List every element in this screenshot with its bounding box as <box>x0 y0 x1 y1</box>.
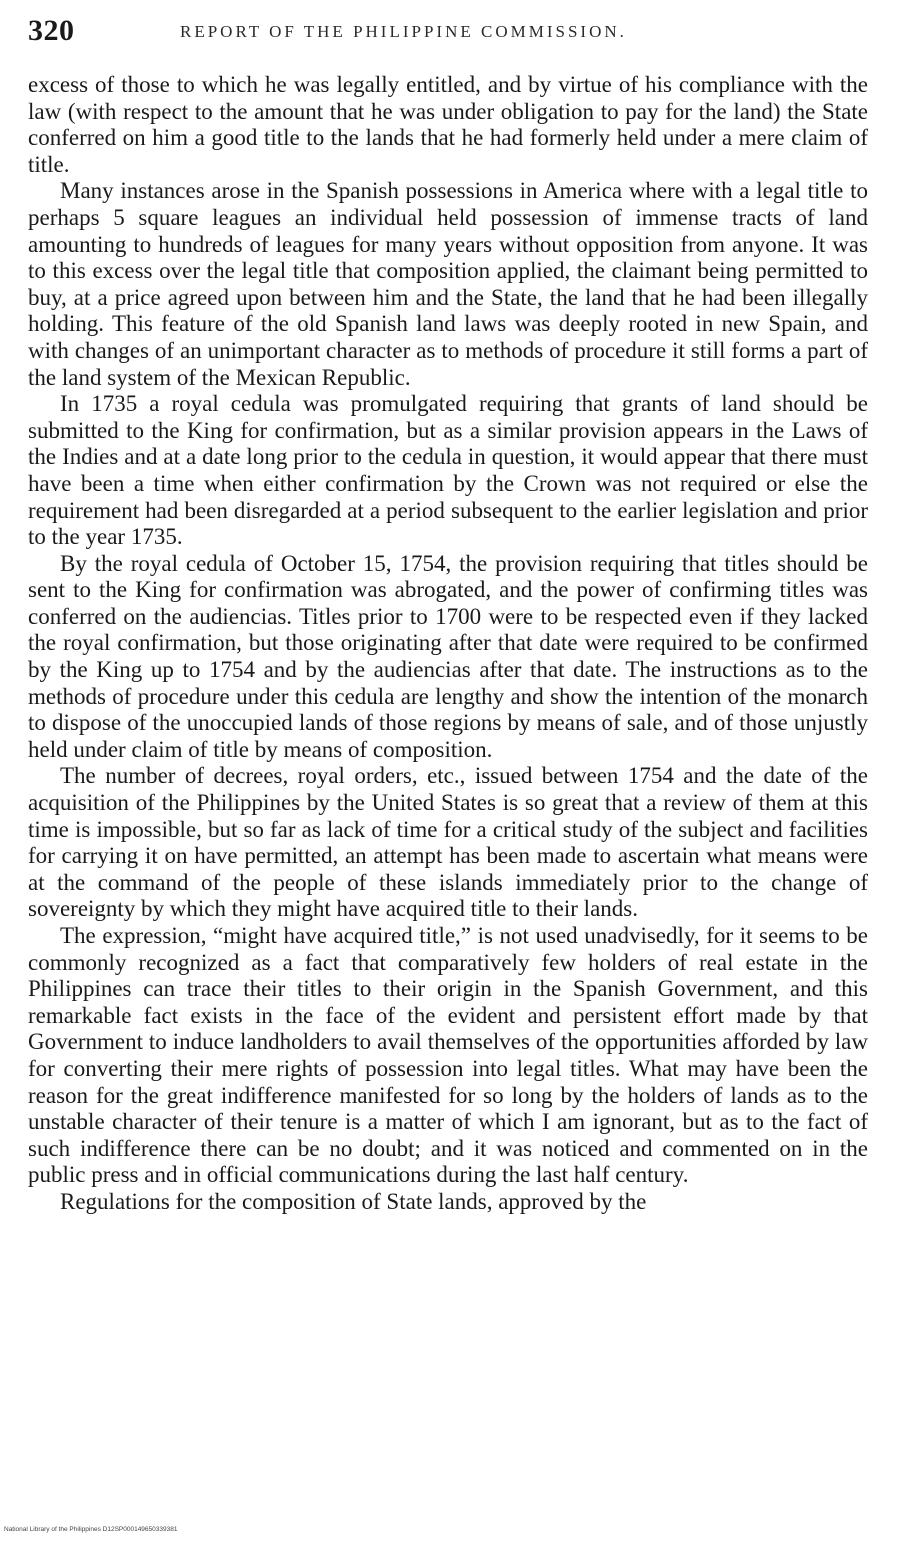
paragraph-continuation: excess of those to which he was legally entitled, and by virtue of his compliance with the law (with respect to the amount that he was under obligation to pay for the land) the State conferred on him a good title to the lands that he had formerly held under a mere claim of title. <box>28 72 868 177</box>
page-number: 320 <box>28 14 75 47</box>
paragraph: The number of decrees, royal orders, etc., issued between 1754 and the date of the acquisition of the Philippines by the United States is so great that a review of them at this time is impossible, but so far as lack of time for a critical study of the subject and facilities for carrying it on have permitted, an attempt has been made to ascertain what means were at the command of the people of these islands immediately prior to the change of sovereignty by which they might have acquired title to their lands. <box>28 763 868 922</box>
running-title: REPORT OF THE PHILIPPINE COMMISSION. <box>180 22 627 41</box>
paragraph: Many instances arose in the Spanish possessions in America where with a legal title to perhaps 5 square leagues an individual held possession of immense tracts of land amounting to hundreds of leagues for many years without opposition from anyone. It was to this excess over the legal title that composition applied, the claimant being permitted to buy, at a price agreed upon between him and the State, the land that he had been illegally holding. This feature of the old Spanish land laws was deeply rooted in new Spain, and with changes of an unimportant character as to methods of procedure it still forms a part of the land system of the Mexican Republic. <box>28 178 868 390</box>
paragraph: In 1735 a royal cedula was promulgated requiring that grants of land should be submitted to the King for confirmation, but as a similar provision appears in the Laws of the Indies and at a date long prior to the cedula in question, it would appear that there must have been a time when either confirmation by the Crown was not required or else the requirement had been disregarded at a period subsequent to the earlier legislation and prior to the year 1735. <box>28 391 868 550</box>
paragraph: By the royal cedula of October 15, 1754, the provision requiring that titles should be sent to the King for confirmation was abrogated, and the power of confirming titles was conferred on the audiencias. Titles prior to 1700 were to be respected even if they lacked the royal confirmation, but those originating after that date were required to be confirmed by the King up to 1754 and by the audiencias after that date. The instructions as to the methods of procedure under this cedula are lengthy and show the intention of the monarch to dispose of the unoccupied lands of those regions by means of sale, and of those unjustly held under claim of title by means of composition. <box>28 550 868 762</box>
scan-credit: National Library of the Philippines D12SP000149650339381 <box>4 1526 178 1533</box>
page-header <box>28 14 873 58</box>
body-text <box>28 72 868 1216</box>
paragraph: The expression, “might have acquired title,” is not used unadvisedly, for it seems to be commonly recognized as a fact that comparatively few holders of real estate in the Philippines can trace their titles to their origin in the Spanish Government, and this remarkable fact exists in the face of the evident and persistent effort made by that Government to induce landholders to avail themselves of the opportunities afforded by law for converting their mere rights of possession into legal titles. What may have been the reason for the great indifference manifested for so long by the holders of lands as to the unstable character of their tenure is a matter of which I am ignorant, but as to the fact of such indifference there can be no doubt; and it was noticed and commented on in the public press and in official communications during the last half century. <box>28 923 868 1188</box>
paragraph: Regulations for the composition of State lands, approved by the <box>60 1188 647 1214</box>
